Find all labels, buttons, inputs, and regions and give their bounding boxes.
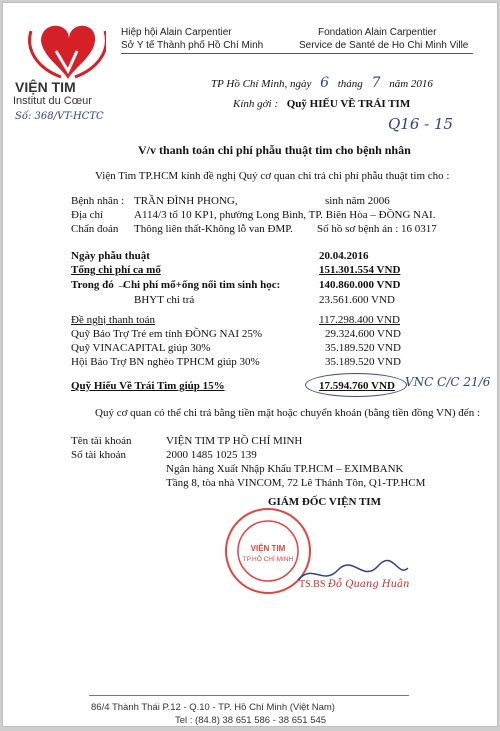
patient-name-value: TRẦN ĐÌNH PHONG, [134,195,238,207]
patient-diagnosis-label: Chẩn đoán [71,223,119,235]
logo-title: VIỆN TIM [15,79,76,95]
handwritten-ref-number: Số: 368/VT-HCTC [15,111,104,122]
patient-record-number: Số hồ sơ bệnh án : 16 0317 [317,223,437,235]
header-line-fr-1: Fondation Alain Carpentier [318,27,437,38]
date-city: TP Hồ Chí Minh, ngày [211,78,312,90]
handwritten-q-note: Q16 - 15 [388,115,454,133]
fund-1-label: Quỹ Bảo Trợ Trẻ em tỉnh ĐỒNG NAI 25% [71,328,262,340]
logo-subtitle: Institut du Cœur [13,95,92,107]
addressee-label: Kính gởi : [233,98,278,110]
fund-2-label: Quỹ VINACAPITAL giúp 30% [71,342,211,354]
footer-address: 86/4 Thành Thái P.12 - Q.10 - TP. Hồ Chí Minh (Việt Nam) [91,702,335,713]
header-line-vn-1: Hiệp hội Alain Carpentier [121,27,232,38]
breakdown-label: Trong đó → [71,279,128,291]
addressee-name: Quỹ HIẾU VỀ TRÁI TIM [286,98,411,110]
signatory-prefix: TS.BS [299,579,326,590]
footer-rule [89,695,409,696]
subject-line: V/v thanh toán chi phí phẫu thuật tim cho bệnh nhân [138,143,411,157]
header-line-fr-2: Service de Santé de Ho Chi Minh Ville [299,40,469,51]
date-year: năm 2016 [389,78,433,90]
account-name-value: VIỆN TIM TP HỒ CHÍ MINH [166,435,303,447]
handwritten-amount-note: VNC C/C 21/6 [405,375,491,389]
bank-line-2: Tầng 8, tòa nhà VINCOM, 72 Lê Thánh Tôn, Q1-TP.HCM [166,477,426,489]
handwritten-circle [305,373,407,397]
signatory-name-value: Đỗ Quang Huân [327,579,410,590]
breakdown-item-1-label: Chi phí mổ+ống nối tim sinh học: [123,279,281,291]
addressee [233,98,410,110]
total-cost-value: 151.301.554 VND [319,264,401,276]
fund-1-value: 29.324.600 VND [325,328,401,340]
patient-birth: sinh năm 2006 [325,195,390,207]
svg-text:TP.HỒ CHÍ MINH: TP.HỒ CHÍ MINH [242,556,294,563]
account-name-label: Tên tài khoản [71,435,132,447]
fund-2-value: 35.189.520 VND [325,342,401,354]
letter-page [2,2,498,727]
breakdown-item-1-value: 140.860.000 VND [319,279,401,291]
account-number-label: Số tài khoản [71,449,126,461]
hieu-ve-value: 17.594.760 VND [319,380,395,392]
surgery-date-label: Ngày phẫu thuật [71,250,150,262]
date-day: 6 [320,75,329,91]
fund-3-label: Hội Bảo Trợ BN nghèo TPHCM giúp 30% [71,356,260,368]
request-value: 117.298.400 VND [319,314,400,326]
date-line [211,75,433,91]
account-number-value: 2000 1485 1025 139 [166,449,257,461]
date-month: 7 [371,75,381,91]
breakdown-item-2-label: BHYT chi trả [134,294,195,306]
header-line-vn-2: Sở Y tế Thành phố Hồ Chí Minh [121,40,264,51]
total-cost-label: Tổng chi phí ca mổ [71,264,161,276]
breakdown-item-2-value: 23.561.600 VND [319,294,395,306]
fund-3-value: 35.189.520 VND [325,356,401,368]
bank-line-1: Ngân hàng Xuất Nhập Khẩu TP.HCM – EXIMBANK [166,463,404,475]
transfer-text: Quý cơ quan có thể chi trả bằng tiền mặt hoặc chuyển khoản (bằng tiền đồng VN) đến : [95,407,480,419]
patient-name-label: Bệnh nhân : [71,195,125,207]
signatory-title: GIÁM ĐỐC VIỆN TIM [268,496,381,508]
patient-diagnosis-value: Thông liên thất-Không lỗ van ĐMP. [134,223,293,235]
date-month-label: tháng [337,78,363,90]
svg-text:VIỆN TIM: VIỆN TIM [250,544,286,553]
header-rule [121,53,473,54]
hieu-ve-label: Quỹ Hiếu Về Trái Tim giúp 15% [71,380,225,392]
footer-phone: Tel : (84.8) 38 651 586 - 38 651 545 [175,715,327,726]
patient-address-value: A114/3 tổ 10 KP1, phường Long Bình, TP. Biên Hòa – ĐỒNG NAI. [134,209,436,221]
request-label: Đề nghị thanh toán [71,314,156,326]
surgery-date-value: 20.04.2016 [319,250,369,262]
patient-address-label: Địa chỉ [71,209,104,221]
signatory-name [299,579,409,590]
intro-text: Viện Tim TP.HCM kính đề nghị Quý cơ quan chi trả chi phí phẫu thuật tim cho : [95,170,450,182]
